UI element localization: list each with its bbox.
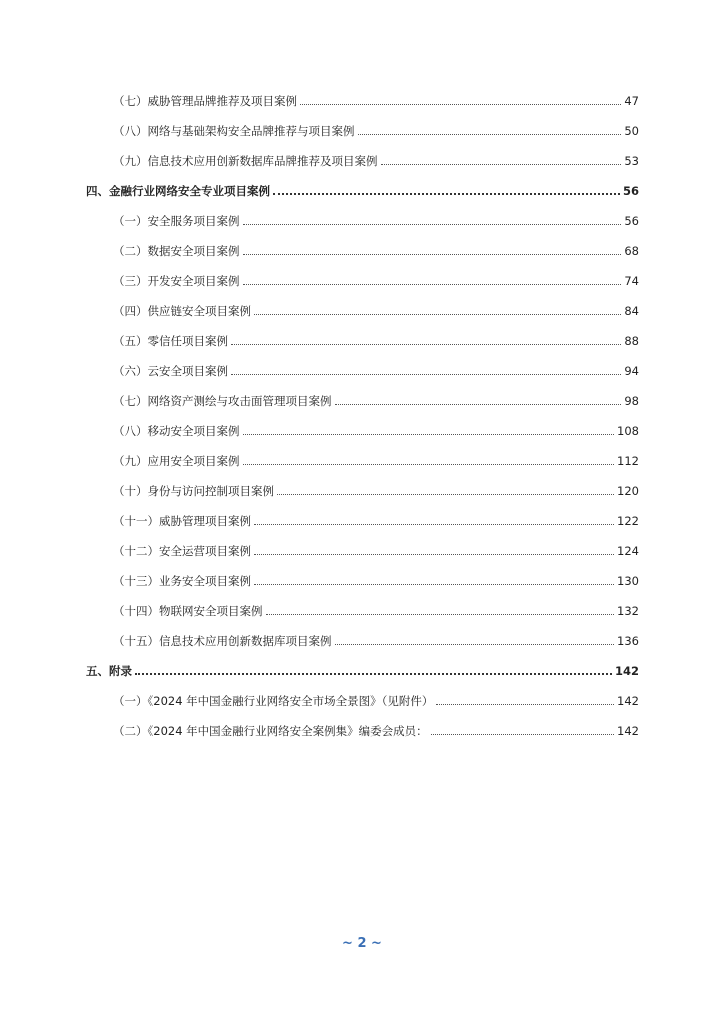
- toc-leader-dots: [243, 253, 622, 255]
- toc-entry-page: 84: [624, 304, 639, 318]
- toc-entry-page: 53: [624, 154, 639, 168]
- toc-entry[interactable]: [113, 628, 639, 648]
- toc-leader-dots: [243, 463, 615, 465]
- toc-entry-label: （三）开发安全项目案例: [113, 274, 240, 288]
- toc-entry-page: 47: [624, 94, 639, 108]
- toc-section-entry[interactable]: [86, 658, 639, 678]
- toc-entry-page: 142: [617, 694, 639, 708]
- toc-entry-label: （五）零信任项目案例: [113, 334, 228, 348]
- toc-entry-label: （十二）安全运营项目案例: [113, 544, 251, 558]
- toc-entry-label: （十）身份与访问控制项目案例: [113, 484, 274, 498]
- toc-entry-page: 98: [624, 394, 639, 408]
- toc-leader-dots: [381, 163, 622, 165]
- toc-entry[interactable]: [113, 688, 639, 708]
- toc-entry[interactable]: [113, 418, 639, 438]
- toc-entry-label: （八）移动安全项目案例: [113, 424, 240, 438]
- toc-entry-page: 142: [617, 724, 639, 738]
- toc-entry-page: 56: [624, 214, 639, 228]
- toc-entry[interactable]: [113, 118, 639, 138]
- toc-leader-dots: [358, 133, 622, 135]
- toc-entry-label: （七）网络资产测绘与攻击面管理项目案例: [113, 394, 332, 408]
- toc-entry[interactable]: [113, 718, 639, 738]
- toc-leader-dots: [254, 553, 614, 555]
- page-number: ~ 2 ~: [342, 936, 382, 951]
- toc-section-page: 142: [614, 664, 639, 678]
- toc-entry[interactable]: [113, 358, 639, 378]
- toc-leader-dots: [300, 103, 621, 105]
- toc-section-entry[interactable]: [86, 178, 639, 198]
- toc-entry-label: （八）网络与基础架构安全品牌推荐与项目案例: [113, 124, 355, 138]
- toc-entry[interactable]: [113, 568, 639, 588]
- toc-entry-page: 132: [617, 604, 639, 618]
- toc-leader-dots: [335, 403, 622, 405]
- toc-entry-page: 130: [617, 574, 639, 588]
- toc-leader-dots: [266, 613, 615, 615]
- toc-leader-dots: [277, 493, 614, 495]
- toc-entry[interactable]: [113, 208, 639, 228]
- toc-entry-label: （九）应用安全项目案例: [113, 454, 240, 468]
- toc-entry-page: 124: [617, 544, 639, 558]
- toc-entry[interactable]: [113, 508, 639, 528]
- toc-section-label: 五、附录: [86, 664, 132, 678]
- toc-entry-page: 50: [624, 124, 639, 138]
- toc-entry-label: （十五）信息技术应用创新数据库项目案例: [113, 634, 332, 648]
- toc-entry-page: 108: [617, 424, 639, 438]
- toc-leader-dots: [243, 283, 622, 285]
- toc-leader-dots: [431, 733, 614, 735]
- toc-leader-dots: [231, 343, 621, 345]
- toc-section-page: 56: [622, 184, 639, 198]
- toc-entry[interactable]: [113, 268, 639, 288]
- toc-entry[interactable]: [113, 388, 639, 408]
- toc-leader-dots: [254, 313, 621, 315]
- toc-entry-label: （二）《2024 年中国金融行业网络安全案例集》编委会成员：: [113, 724, 428, 738]
- toc-entry[interactable]: [113, 88, 639, 108]
- toc-entry-page: 112: [617, 454, 639, 468]
- toc-entry-label: （十三）业务安全项目案例: [113, 574, 251, 588]
- toc-entry[interactable]: [113, 598, 639, 618]
- toc-entry-page: 68: [624, 244, 639, 258]
- toc-entry[interactable]: [113, 478, 639, 498]
- toc-leader-dots: [243, 223, 622, 225]
- toc-leader-dots: [254, 523, 614, 525]
- toc-entry-label: （一）《2024 年中国金融行业网络安全市场全景图》（见附件）: [113, 694, 434, 708]
- toc-entry-page: 88: [624, 334, 639, 348]
- toc-section-label: 四、金融行业网络安全专业项目案例: [86, 184, 270, 198]
- toc-entry[interactable]: [113, 328, 639, 348]
- toc-entry-page: 122: [617, 514, 639, 528]
- toc-entry-label: （九）信息技术应用创新数据库品牌推荐及项目案例: [113, 154, 378, 168]
- toc-entry[interactable]: [113, 238, 639, 258]
- toc-entry[interactable]: [113, 448, 639, 468]
- toc-leader-dots: [254, 583, 614, 585]
- toc-leader-dots: [231, 373, 621, 375]
- toc-leader-dots: [243, 433, 615, 435]
- toc-leader-dots: [273, 192, 620, 195]
- toc-entry-page: 120: [617, 484, 639, 498]
- toc-entry-page: 74: [624, 274, 639, 288]
- toc-entry-page: 94: [624, 364, 639, 378]
- toc-entry[interactable]: [113, 148, 639, 168]
- toc-leader-dots: [335, 643, 615, 645]
- toc-entry-label: （十四）物联网安全项目案例: [113, 604, 263, 618]
- toc-entry[interactable]: [113, 298, 639, 318]
- toc-entry-label: （四）供应链安全项目案例: [113, 304, 251, 318]
- toc-entry-page: 136: [617, 634, 639, 648]
- toc-entry-label: （十一）威胁管理项目案例: [113, 514, 251, 528]
- toc-entry-label: （七）威胁管理品牌推荐及项目案例: [113, 94, 297, 108]
- toc-leader-dots: [135, 672, 612, 675]
- toc-entry[interactable]: [113, 538, 639, 558]
- toc-entry-label: （一）安全服务项目案例: [113, 214, 240, 228]
- toc-leader-dots: [436, 703, 614, 705]
- toc-entry-label: （六）云安全项目案例: [113, 364, 228, 378]
- toc-entry-label: （二）数据安全项目案例: [113, 244, 240, 258]
